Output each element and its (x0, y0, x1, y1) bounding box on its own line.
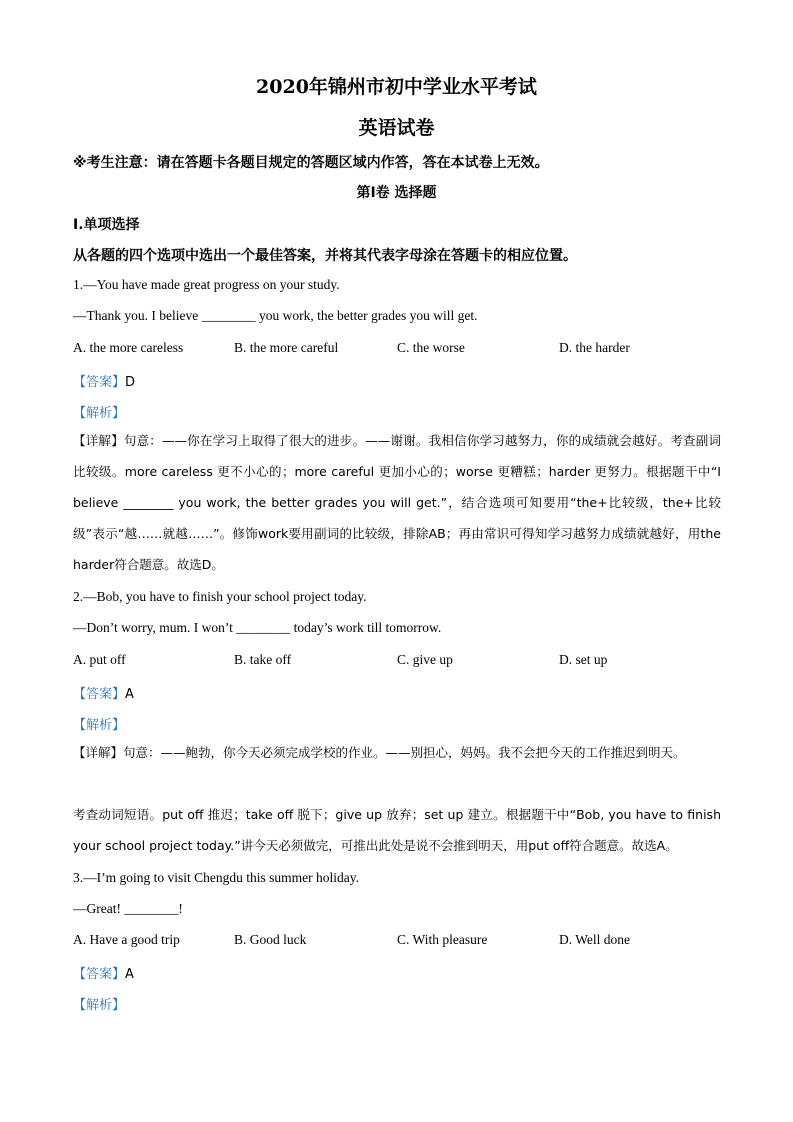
q1-option-d: D. the harder (559, 340, 630, 355)
q1-response: —Thank you. I believe ________ you work, the better grades you will get. (73, 308, 478, 323)
answer-value: A (125, 967, 134, 982)
section-heading: Ⅰ.单项选择 (73, 217, 140, 233)
q3-option-d: D. Well done (559, 932, 631, 947)
q3-option-a: A. Have a good trip (73, 932, 180, 947)
q3-option-b: B. Good luck (234, 932, 307, 947)
answer-label: 【答案】 (73, 375, 126, 390)
section-instruction: 从各题的四个选项中选出一个最佳答案，并将其代表字母涂在答题卡的相应位置。 (73, 248, 577, 264)
q3-prompt: 3.—I’m going to visit Chengdu this summer holiday. (73, 870, 359, 885)
page-title: 2020年锦州市初中学业水平考试 (256, 76, 537, 98)
exam-notice: ※考生注意：请在答题卡各题目规定的答题区域内作答，答在本试卷上无效。 (73, 155, 549, 171)
q3-answer (73, 963, 134, 982)
answer-label: 【答案】 (73, 967, 126, 982)
q3-option-c: C. With pleasure (397, 932, 488, 947)
page-subtitle: 英语试卷 (358, 117, 435, 139)
q2-analysis-label: 【解析】 (73, 718, 126, 733)
q2-option-a: A. put off (73, 652, 126, 667)
q1-detail: 【详解】句意：——你在学习上取得了很大的进步。——谢谢。我相信你学习越努力，你的成绩就会越好。考查副词比较级。more careless 更不小心的；more careful 更加小心的；worse 更糟糕；harder 更努力。根据题干中“I believe ________ you work, the better grades you will get.”，结合选项可知要用“the+比较级，the+比较级”表示“越……就越……”。修饰work要用副词的比较级，排除AB；再由常识可得知学习越努力成绩就越好，用the harder符合题意。故选D。 (73, 433, 721, 572)
part-title: 第Ⅰ卷 选择题 (356, 185, 437, 201)
q2-option-b: B. take off (234, 652, 292, 667)
q1-option-a: A. the more careless (73, 340, 184, 355)
q1-option-b: B. the more careful (234, 340, 339, 355)
q2-response: —Don’t worry, mum. I won’t ________ today’s work till tomorrow. (73, 620, 442, 635)
answer-label: 【答案】 (73, 687, 126, 702)
q2-answer (73, 683, 134, 702)
q2-option-d: D. set up (559, 652, 608, 667)
q2-detail-2: 考查动词短语。put off 推迟；take off 脱下；give up 放弃；set up 建立。根据题干中“Bob, you have to finish your school project today.”讲今天必须做完，可推出此处是说不会推到明天，用put off符合题意。故选A。 (73, 807, 721, 853)
answer-value: D (125, 375, 136, 390)
q1-prompt: 1.—You have made great progress on your study. (73, 277, 340, 292)
answer-value: A (125, 687, 134, 702)
q2-prompt: 2.—Bob, you have to finish your school project today. (73, 589, 367, 604)
q2-detail: 【详解】句意：——鲍勃，你今天必须完成学校的作业。——别担心，妈妈。我不会把今天的工作推迟到明天。 (73, 745, 686, 760)
q1-answer (73, 371, 135, 390)
q1-option-c: C. the worse (397, 340, 465, 355)
q3-response: —Great! ________! (73, 901, 183, 916)
q1-analysis-label: 【解析】 (73, 406, 126, 421)
q2-option-c: C. give up (397, 652, 453, 667)
q3-analysis-label: 【解析】 (73, 998, 126, 1013)
